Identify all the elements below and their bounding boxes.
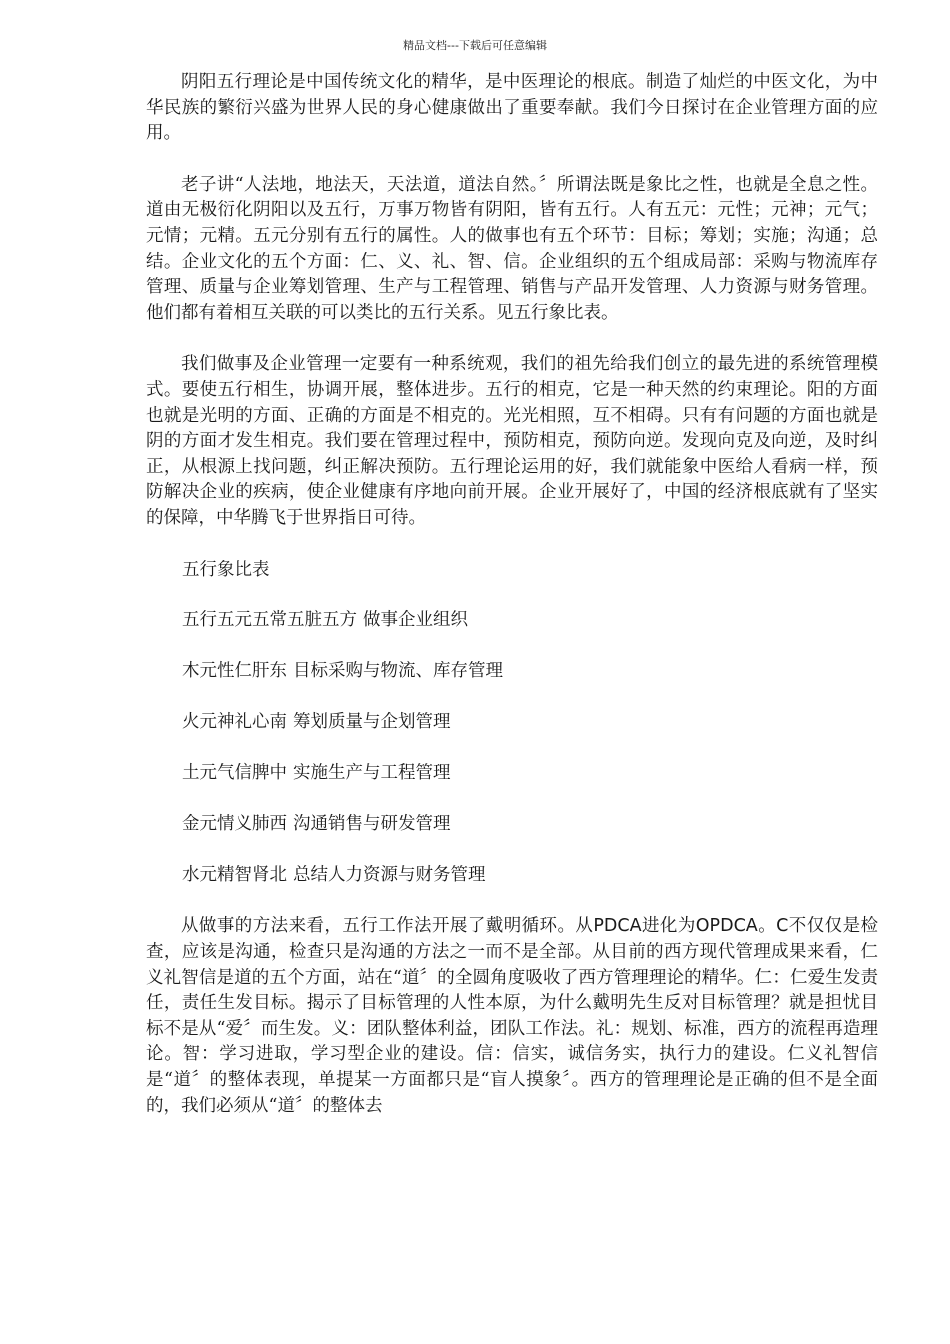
- table-cell-elements: 火元神礼心南: [182, 712, 287, 733]
- table-cell-org: 筹划质量与企划管理: [293, 712, 451, 733]
- pdca-term: PDCA: [593, 916, 642, 937]
- table-cell-elements: 土元气信脾中: [182, 763, 287, 784]
- table-cell-elements: 水元精智肾北: [182, 865, 287, 886]
- table-cell-org: 目标采购与物流、库存管理: [293, 661, 503, 682]
- paragraph-system: 我们做事及企业管理一定要有一种系统观，我们的祖先给我们创立的最先进的系统管理模式。要使五行相生，协调开展，整体进步。五行的相克，它是一种天然的约束理论。阳的方面也就是光明的方面、正确的方面是不相克的。光光相照，互不相碍。只有有问题的方面也就是阴的方面才发生相克。我们要在管理过程中，预防相克，预防向逆。发现向克及向逆，及时纠正，从根源上找问题，纠正解决预防。五行理论运用的好，我们就能象中医给人看病一样，预防解决企业的疾病，使企业健康有序地向前开展。企业开展好了，中国的经济根底就有了坚实的保障，中华腾飞于世界指日可待。: [146, 354, 878, 528]
- document-body: [146, 70, 878, 1145]
- table-title: 五行象比表: [182, 559, 270, 580]
- page-header: 精品文档---下载后可任意编辑: [403, 39, 547, 52]
- table-row: [146, 659, 878, 685]
- opdca-term: OPDCA: [695, 916, 758, 937]
- method-text-1: 从做事的方法来看，五行工作法开展了戴明循环。从: [181, 916, 594, 937]
- method-text-3: 。: [757, 916, 777, 937]
- table-cell-org: 做事企业组织: [363, 610, 468, 631]
- method-text-2: 进化为: [641, 916, 696, 937]
- paragraph-laozi: 老子讲“人法地，地法天，天法道，道法自然。〞所谓法既是象比之性，也就是全息之性。道由无极衍化阴阳以及五行，万事万物皆有阴阳，皆有五行。人有五元：元性；元神；元气；元情；元精。五元分别有五行的属性。人的做事也有五个环节：目标；筹划；实施；沟通；总结。企业文化的五个方面：仁、义、礼、智、信。企业组织的五个组成局部：采购与物流库存管理、质量与企业筹划管理、生产与工程管理、销售与产品开发管理、人力资源与财务管理。他们都有着相互关联的可以类比的五行关系。见五行象比表。: [146, 174, 878, 323]
- table-cell-org: 沟通销售与研发管理: [293, 814, 451, 835]
- table-row: [146, 761, 878, 787]
- table-row: [146, 863, 878, 889]
- table-cell-elements: 五行五元五常五脏五方: [182, 610, 357, 631]
- table-cell-elements: 木元性仁肝东: [182, 661, 287, 682]
- paragraph-intro: 阴阳五行理论是中国传统文化的精华，是中医理论的根底。制造了灿烂的中医文化，为中华民族的繁衍兴盛为世界人民的身心健康做出了重要奉献。我们今日探讨在企业管理方面的应用。: [146, 72, 878, 144]
- table-row: [146, 608, 878, 634]
- table-row: [146, 812, 878, 838]
- c-term: C: [776, 916, 789, 937]
- table-cell-org: 实施生产与工程管理: [293, 763, 451, 784]
- method-text-4: 不仅仅是检查，应该是沟通，检查只是沟通的方法之一而不是全部。从目前的西方现代管理成果来看，仁义礼智信是道的五个方面，站在“道〞的全圆角度吸收了西方管理理论的精华。仁：仁爱生发责任，责任生发目标。揭示了目标管理的人性本原，为什么戴明先生反对目标管理？就是担忧目标不是从“爱〞而生发。义：团队整体利益，团队工作法。礼：规划、标准，西方的流程再造理论。智：学习进取，学习型企业的建设。信：信实，诚信务实，执行力的建设。仁义礼智信是“道〞的整体表现，单提某一方面都只是“盲人摸象〞。西方的管理理论是正确的但不是全面的，我们必须从“道〞的整体去: [146, 916, 879, 1116]
- table-cell-elements: 金元情义肺西: [182, 814, 287, 835]
- table-cell-org: 总结人力资源与财务管理: [293, 865, 486, 886]
- table-row: [146, 710, 878, 736]
- paragraph-method: [146, 914, 878, 1119]
